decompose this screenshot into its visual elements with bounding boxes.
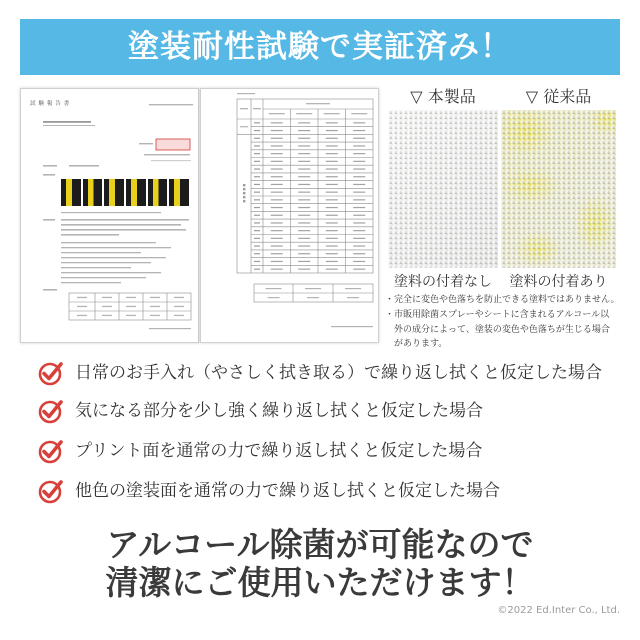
sample-photo: [148, 179, 168, 206]
text-line: [43, 219, 55, 221]
test-sample-photos: [61, 179, 189, 206]
conventional-caption: 塗料の付着あり: [509, 274, 608, 290]
table-frame: [237, 99, 373, 273]
text-line: [326, 269, 338, 270]
text-line: [271, 168, 283, 169]
sample-photo: [169, 179, 189, 206]
text-line: [254, 222, 260, 223]
text-line: [326, 138, 338, 139]
text-line: [271, 238, 283, 239]
text-line: [271, 253, 283, 254]
text-line: [271, 138, 283, 139]
text-line: [61, 247, 171, 248]
sample-photo: [61, 179, 81, 206]
text-line: [298, 122, 310, 123]
text-line: [326, 153, 338, 154]
text-line: [326, 222, 338, 223]
text-line: [271, 145, 283, 146]
text-line: [254, 138, 260, 139]
seal-stamp: [156, 139, 190, 150]
text-line: [353, 192, 365, 193]
text-line: [271, 184, 283, 185]
text-line: [271, 199, 283, 200]
banner-title: 塗装耐性試験で実証済み！: [128, 28, 512, 65]
text-line: [298, 184, 310, 185]
text-line: [61, 267, 131, 268]
text-line: [253, 108, 261, 109]
text-line: [150, 297, 160, 298]
text-line: [296, 113, 312, 114]
text-line: [126, 297, 136, 298]
sample-photo: [126, 179, 146, 206]
text-line: [298, 261, 310, 262]
text-line: [298, 222, 310, 223]
text-line: [254, 238, 260, 239]
text-line: [77, 315, 87, 316]
text-line: [61, 272, 161, 273]
text-line: [353, 138, 365, 139]
report-page-2-content: [201, 89, 378, 342]
condition-text: 気になる部分を少し強く繰り返し拭くと仮定した場合: [75, 401, 483, 421]
text-line: [254, 184, 260, 185]
text-line: [144, 154, 190, 155]
text-line: [353, 161, 365, 162]
check-circle-icon: [38, 360, 64, 386]
text-line: [298, 153, 310, 154]
text-line: [353, 245, 365, 246]
text-line: [326, 161, 338, 162]
text-line: [43, 121, 91, 123]
text-line: [69, 165, 99, 167]
text-line: [271, 207, 283, 208]
text-line: [254, 145, 260, 146]
text-line: [298, 253, 310, 254]
text-line: [77, 306, 87, 307]
text-line: [254, 161, 260, 162]
text-line: [353, 230, 365, 231]
text-line: [298, 145, 310, 146]
text-line: [353, 222, 365, 223]
text-line: [237, 93, 255, 94]
copyright: ©2022 Ed.Inter Co., Ltd.: [497, 605, 620, 616]
text-line: [174, 306, 184, 307]
text-line: [254, 245, 260, 246]
title-banner: [20, 19, 620, 75]
text-line: [174, 297, 184, 298]
text-line: [326, 199, 338, 200]
text-line: [43, 125, 95, 126]
sample-photo: [104, 179, 124, 206]
text-line: [347, 297, 359, 298]
text-line: [353, 122, 365, 123]
text-line: [331, 326, 373, 327]
text-line: [298, 168, 310, 169]
text-line: [243, 196, 245, 198]
text-line: [61, 257, 166, 258]
condition-text: 日常のお手入れ（やさしく拭き取る）で繰り返し拭くと仮定した場合: [75, 363, 602, 383]
text-line: [266, 288, 282, 289]
condition-item: [38, 360, 602, 386]
text-line: [271, 222, 283, 223]
text-line: [254, 153, 260, 154]
product-caption: 塗料の付着なし: [394, 274, 492, 290]
note-line: 外の成分によって、塗装の変色や色落ちが生じる場合: [394, 325, 610, 335]
text-line: [326, 238, 338, 239]
text-line: [61, 219, 189, 221]
text-line: [61, 224, 181, 226]
text-line: [353, 269, 365, 270]
product-label: ▽ 本製品: [410, 87, 476, 106]
text-line: [298, 130, 310, 131]
condition-text: プリント面を通常の力で繰り返し拭くと仮定した場合: [75, 441, 483, 461]
conclusion-line-2: 清潔にご使用いただけます！: [105, 563, 535, 602]
text-line: [298, 215, 310, 216]
text-line: [43, 289, 57, 291]
text-line: [271, 176, 283, 177]
text-line: [271, 215, 283, 216]
text-line: [353, 184, 365, 185]
text-line: [324, 113, 340, 114]
note-line: ・完全に変色や色落ちを防止できる塗料ではありません。: [385, 295, 620, 305]
text-line: [351, 113, 367, 114]
text-line: [298, 138, 310, 139]
text-line: [353, 153, 365, 154]
text-line: [77, 297, 87, 298]
conventional-cloth-photo: [501, 110, 616, 268]
text-line: [150, 306, 160, 307]
text-line: [298, 245, 310, 246]
text-line: [102, 297, 112, 298]
text-line: [353, 176, 365, 177]
text-line: [268, 297, 280, 298]
report-title: 試 験 報 告 書: [30, 101, 70, 107]
condition-text: 他色の塗装面を通常の力で繰り返し拭くと仮定した場合: [75, 481, 500, 501]
text-line: [126, 306, 136, 307]
note-line: ・市販用除菌スプレーやシートに含まれるアルコール以: [385, 310, 610, 320]
check-circle-icon: [38, 478, 64, 504]
text-line: [61, 234, 119, 236]
text-line: [271, 192, 283, 193]
text-line: [326, 122, 338, 123]
text-line: [298, 176, 310, 177]
text-line: [61, 277, 146, 278]
text-line: [353, 207, 365, 208]
report-page-1-content: [21, 89, 198, 342]
text-line: [254, 215, 260, 216]
text-line: [61, 282, 121, 283]
test-report-page-1: [20, 88, 199, 343]
text-line: [326, 130, 338, 131]
text-line: [43, 165, 57, 167]
text-line: [243, 200, 245, 202]
text-line: [298, 238, 310, 239]
text-line: [271, 153, 283, 154]
text-line: [326, 145, 338, 146]
text-line: [353, 145, 365, 146]
text-line: [269, 113, 285, 114]
text-line: [298, 161, 310, 162]
conventional-label: ▽ 従来品: [525, 87, 592, 106]
test-report-page-2: [200, 88, 379, 343]
text-line: [271, 245, 283, 246]
condition-item: [38, 398, 483, 424]
text-line: [353, 130, 365, 131]
text-line: [271, 161, 283, 162]
text-line: [254, 261, 260, 262]
text-line: [150, 315, 160, 316]
product-cloth-photo: [388, 110, 498, 268]
text-line: [254, 130, 260, 131]
condition-item: [38, 438, 482, 464]
text-line: [307, 297, 319, 298]
text-line: [298, 269, 310, 270]
text-line: [243, 192, 245, 194]
text-line: [151, 160, 191, 161]
text-line: [149, 104, 193, 105]
text-line: [271, 122, 283, 123]
text-line: [61, 229, 186, 231]
text-line: [254, 168, 260, 169]
text-line: [271, 269, 283, 270]
text-line: [254, 230, 260, 231]
text-line: [306, 103, 330, 104]
text-line: [174, 315, 184, 316]
text-line: [353, 215, 365, 216]
text-line: [353, 261, 365, 262]
text-line: [271, 130, 283, 131]
text-line: [326, 230, 338, 231]
text-line: [243, 184, 245, 186]
text-line: [254, 269, 260, 270]
text-line: [353, 253, 365, 254]
text-line: [353, 168, 365, 169]
text-line: [326, 176, 338, 177]
text-line: [326, 215, 338, 216]
text-line: [254, 207, 260, 208]
conclusion-line-1: アルコール除菌が可能なので: [106, 525, 534, 564]
text-line: [345, 288, 361, 289]
note-line: があります。: [394, 339, 448, 349]
condition-item: [38, 478, 500, 504]
text-line: [243, 188, 245, 190]
text-line: [326, 168, 338, 169]
text-line: [353, 199, 365, 200]
text-line: [254, 199, 260, 200]
check-circle-icon: [38, 398, 64, 424]
text-line: [102, 315, 112, 316]
text-line: [298, 230, 310, 231]
text-line: [139, 143, 153, 144]
text-line: [326, 207, 338, 208]
text-line: [43, 174, 55, 176]
text-line: [326, 192, 338, 193]
text-line: [271, 261, 283, 262]
text-line: [61, 252, 141, 253]
text-line: [240, 126, 248, 127]
text-line: [353, 238, 365, 239]
text-line: [240, 108, 248, 109]
text-line: [326, 184, 338, 185]
text-line: [102, 306, 112, 307]
text-line: [298, 192, 310, 193]
text-line: [254, 122, 260, 123]
text-line: [326, 261, 338, 262]
text-line: [61, 262, 151, 263]
text-line: [254, 192, 260, 193]
text-line: [298, 207, 310, 208]
text-line: [298, 199, 310, 200]
text-line: [126, 315, 136, 316]
text-line: [61, 212, 161, 213]
text-line: [61, 242, 156, 243]
text-line: [149, 328, 191, 329]
text-line: [326, 253, 338, 254]
text-line: [326, 245, 338, 246]
sample-photo: [83, 179, 103, 206]
check-circle-icon: [38, 438, 64, 464]
text-line: [254, 176, 260, 177]
text-line: [305, 288, 321, 289]
text-line: [271, 230, 283, 231]
text-line: [254, 253, 260, 254]
